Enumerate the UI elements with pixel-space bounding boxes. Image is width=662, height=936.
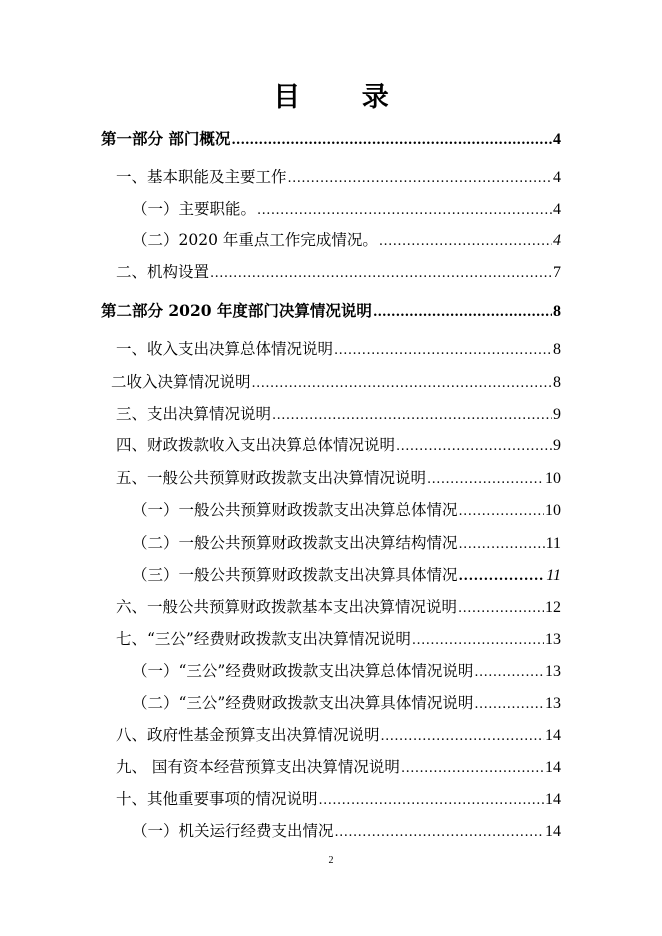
dot-leader [334,340,552,362]
toc-entry[interactable] [116,724,561,746]
toc-entry[interactable] [132,532,561,554]
toc-entry-page: 13 [545,663,561,680]
toc-entry[interactable] [101,300,561,322]
toc-entry-page: 11 [545,535,561,552]
toc-entry[interactable] [116,261,561,283]
dot-leader [210,263,552,285]
dot-leader [335,822,544,844]
toc-entry[interactable] [101,128,561,150]
toc-entry-page: 10 [545,470,561,487]
toc-entry-label: 八、政府性基金预算支出决算情况说明 [116,726,380,744]
toc-entry-label: 第二部分 2020 年度部门决算情况说明 [101,301,372,320]
toc-entry[interactable] [116,596,561,618]
toc-entry-label: 七、“三公”经费财政拨款支出决算情况说明 [116,630,411,648]
dot-leader [381,726,544,748]
toc-entry-page: 4 [553,131,561,148]
toc-entry-page: 14 [545,759,561,776]
toc-entry-page: 8 [553,374,561,391]
toc-entry[interactable] [132,660,561,682]
toc-entry-label: （一）机关运行经费支出情况 [132,822,334,840]
toc-entry-label: 第一部分 部门概况 [101,129,231,148]
toc-entry[interactable] [116,403,561,425]
toc-entry-label: 一、基本职能及主要工作 [116,168,287,186]
toc-entry-page: 4 [553,201,561,218]
dot-leader [272,405,552,427]
toc-entry-label: （一）一般公共预算财政拨款支出决算总体情况 [132,501,458,519]
dot-leader [252,373,552,395]
dot-leader [257,200,552,222]
toc-entry-label: 一、收入支出决算总体情况说明 [116,340,334,358]
toc-entry-page: 10 [545,502,561,519]
toc-entry-label: 二收入决算情况说明 [111,373,251,391]
toc-entry-page: 8 [553,303,561,320]
dot-leader [319,790,544,812]
toc-entry[interactable] [116,756,561,778]
toc-entry-label: （二）“三公”经费财政拨款支出决算具体情况说明 [132,694,474,712]
dot-leader [379,231,552,253]
toc-entry-page: 4 [553,232,561,249]
dot-leader [459,501,544,523]
toc-entry-page: 7 [553,264,561,281]
toc-entry-page: 14 [545,823,561,840]
toc-entry[interactable] [116,628,561,650]
toc-entry-label: 三、支出决算情况说明 [116,405,272,423]
toc-entry-label: （二）2020 年重点工作完成情况。 [132,231,378,249]
toc-entry-page: 14 [545,727,561,744]
toc-entry[interactable] [116,788,561,810]
page-title: 目 录 [273,82,415,113]
toc-entry-label: 十、其他重要事项的情况说明 [116,790,318,808]
toc-entry-page: 13 [545,695,561,712]
toc-entry-label: 二、机构设置 [116,263,210,281]
toc-entry[interactable] [116,467,561,489]
toc-entry[interactable] [132,198,561,220]
toc-entry-page: 14 [545,791,561,808]
toc-entry[interactable] [132,692,561,714]
dot-leader [412,630,544,652]
dot-leader [396,436,552,458]
toc-entry-page: 9 [553,406,561,423]
dot-leader [474,694,544,716]
toc-entry-page: 12 [545,599,561,616]
dot-leader [474,662,544,684]
toc-entry-page: 13 [545,631,561,648]
toc-entry-label: （一）主要职能。 [132,200,257,218]
dot-leader [373,302,552,324]
toc-entry-page: 8 [553,341,561,358]
toc-entry[interactable] [132,820,561,842]
toc-entry[interactable] [132,499,561,521]
toc-entry-label: （三）一般公共预算财政拨款支出决算具体情况 [132,566,458,584]
toc-entry[interactable] [132,564,561,586]
toc-entry-label: 六、一般公共预算财政拨款基本支出决算情况说明 [116,598,458,616]
dot-leader [401,758,544,780]
toc-entry-page: 9 [553,437,561,454]
dot-leader [459,534,545,556]
toc-entry[interactable] [116,434,561,456]
dot-leader [231,130,552,152]
toc-entry-page: 11 [546,567,561,584]
toc-entry[interactable] [132,229,561,251]
dot-leader [427,469,544,491]
toc-entry-label: （一）“三公”经费财政拨款支出决算总体情况说明 [132,662,474,680]
dot-leader [458,598,544,620]
dot-leader [459,566,546,588]
toc-entry-label: （二）一般公共预算财政拨款支出决算结构情况 [132,534,458,552]
toc-entry-page: 4 [553,169,561,186]
dot-leader [288,168,552,190]
toc-entry[interactable] [116,166,561,188]
toc-entry[interactable] [111,371,561,393]
page-number: 2 [328,855,334,866]
toc-entry-label: 九、 国有资本经营预算支出决算情况说明 [116,758,400,776]
toc-entry-label: 五、一般公共预算财政拨款支出决算情况说明 [116,469,427,487]
toc-entry-label: 四、财政拨款收入支出决算总体情况说明 [116,436,396,454]
toc-entry[interactable] [116,338,561,360]
